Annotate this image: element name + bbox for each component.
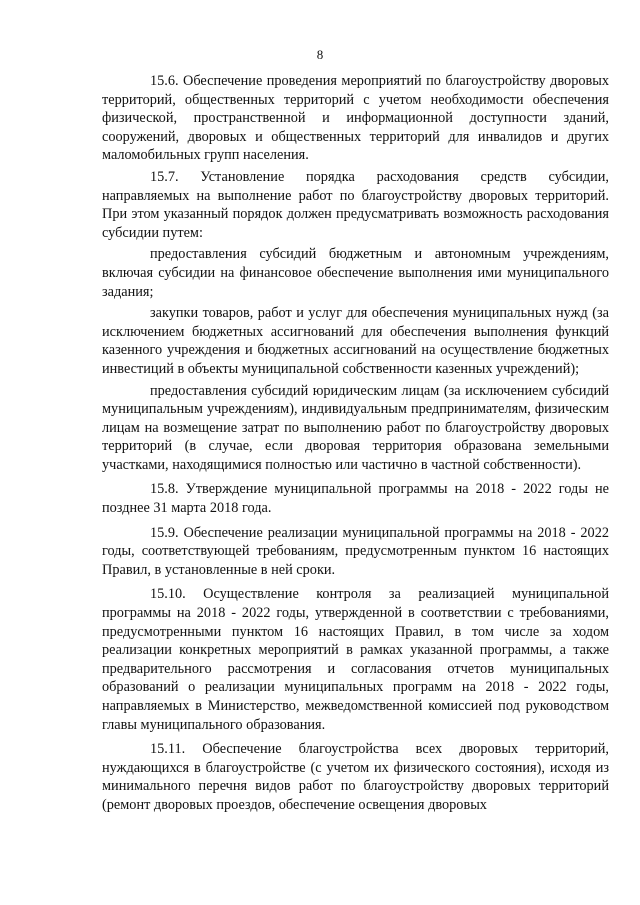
paragraph-subsidies-to-legal-entities: предоставления субсидий юридическим лицам (за исключением субсидий муниципальным учреждениям), индивидуальным предпринимателям, физическим лицам на возмещение затрат по выполнению работ по благоустройству дворовых территорий (в случае, если дворовая территория образована земельными участками, находящимися полностью или частично в частной собственности). <box>102 382 609 473</box>
paragraph-15-11: 15.11. Обеспечение благоустройства всех дворовых территорий, нуждающихся в благоустройстве (с учетом их физического состояния), исходя из минимального перечня видов работ по благоустройству дворовых территорий (ремонт дворовых проездов, обеспечение освещения дворовых <box>102 741 609 813</box>
document-body <box>102 72 609 815</box>
paragraph-subsidies-to-institutions: предоставления субсидий бюджетным и автономным учреждениям, включая субсидии на финансовое обеспечение выполнения ими муниципального задания; <box>102 246 609 300</box>
paragraph-15-10: 15.10. Осуществление контроля за реализацией муниципальной программы на 2018 - 2022 годы, утвержденной в соответствии с требованиями, предусмотренными пунктом 16 настоящих Правил, в том числе за ходом реализации конкретных мероприятий в рамках указанной программы, а также предварительного рассмотрения и согласования отчетов муниципальных образований о реализации муниципальных программ на 2018 - 2022 годы, направляемых в Министерство, межведомственной комиссией под руководством главы муниципального образования. <box>102 586 609 733</box>
paragraph-15-6: 15.6. Обеспечение проведения мероприятий по благоустройству дворовых территорий, общественных территорий с учетом необходимости обеспечения физической, пространственной и информационной доступности зданий, сооружений, дворовых и общественных территорий для инвалидов и других маломобильных групп населения. <box>102 73 609 164</box>
page-number: 8 <box>316 47 324 62</box>
paragraph-procurement: закупки товаров, работ и услуг для обеспечения муниципальных нужд (за исключением бюджетных ассигнований для обеспечения выполнения функций казенного учреждения и бюджетных ассигнований на осуществление бюджетных инвестиций в объекты муниципальной собственности казенных учреждений); <box>102 305 609 377</box>
paragraph-15-9: 15.9. Обеспечение реализации муниципальной программы на 2018 - 2022 годы, соответствующей требованиям, предусмотренным пунктом 16 настоящих Правил, в установленные в ней сроки. <box>102 524 609 578</box>
paragraph-15-7: 15.7. Установление порядка расходования средств субсидии, направляемых на выполнение работ по благоустройству дворовых территорий. При этом указанный порядок должен предусматривать возможность расходования субсидии путем: <box>102 168 609 241</box>
paragraph-15-8: 15.8. Утверждение муниципальной программы на 2018 - 2022 годы не позднее 31 марта 2018 года. <box>102 481 609 517</box>
